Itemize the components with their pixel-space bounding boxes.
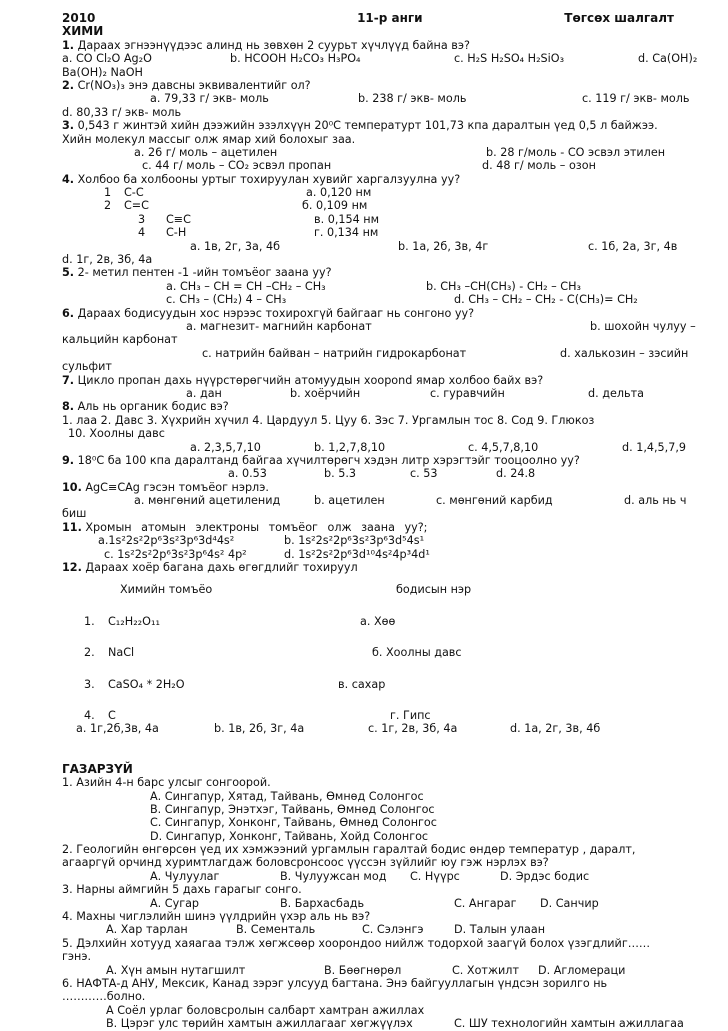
q3-option-d: d. 48 г/ моль – озон [482, 159, 596, 173]
geo-q4-option-c: С. Сэлэнгэ [362, 923, 424, 937]
q4-options [62, 240, 702, 253]
q1-option-d-cont: Ba(OH)₂ NaOH [62, 65, 143, 79]
q10-option-d: d. аль нь ч [624, 494, 687, 508]
q11-option-a: a.1s²2s²2p⁶3s²3p⁶3d⁴4s² [98, 534, 235, 548]
q2-option-c: c. 119 г/ экв- моль [582, 92, 690, 106]
q7-option-b: b. хоёрчийн [290, 386, 361, 400]
q11-question: 11. Хромын атомын электроны томъёог олж заана уу?; [62, 520, 428, 534]
q11-options-ab [62, 534, 702, 547]
q5-option-a: a. CH₃ – CH = CH –CH₂ – CH₃ [166, 279, 326, 293]
q4-row: 4 C-H г. 0,134 нм [138, 226, 379, 240]
exam-page [62, 12, 702, 1031]
q12-row: 3. CaSO₄ * 2H₂O в. сахар [84, 677, 386, 691]
q10-option-b: b. ацетилен [314, 494, 385, 508]
q5-options-cd [62, 293, 702, 306]
q3-options-ab [62, 146, 702, 159]
geo-q2-option-d: D. Эрдэс бодис [500, 869, 590, 883]
geo-q2-option-b: В. Чулуужсан мод [280, 869, 387, 883]
q8-options [62, 441, 702, 454]
geo-q3-question: 3. Нарны аймгийн 5 дахь гарагыг сонго. [62, 883, 302, 897]
q8-option-a: a. 2,3,5,7,10 [190, 440, 261, 454]
q12-col2-header: бодисын нэр [396, 583, 472, 597]
geo-q6-options-bc [62, 1017, 702, 1030]
q12-options [62, 722, 702, 735]
chem-section-title: ХИМИ [62, 24, 104, 39]
geo-q4-option-d: D. Талын улаан [454, 923, 546, 937]
q10-option-a: a. мөнгөний ацетиленид [134, 494, 281, 508]
geo-q3-option-d: D. Санчир [540, 896, 599, 910]
q6-option-c: c. натрийн байван – натрийн гидрокарбонат [202, 346, 467, 360]
q3-option-b: b. 28 г/моль - CO эсвэл этилен [486, 145, 666, 159]
q6-option-a: a. магнезит- магнийн карбонат [186, 319, 372, 333]
q11-options-cd [62, 548, 702, 561]
geo-q2-option-a: А. Чулуулаг [150, 869, 220, 883]
geo-q3-option-c: С. Ангараг [454, 896, 517, 910]
q8-list-cont: 10. Хоолны давс [68, 427, 165, 441]
q2-question: 2. Cr(NO₃)₃ энэ давсны эквивалентийг ол? [62, 78, 311, 92]
geo-q5-option-c: С. Хотжилт [452, 963, 519, 977]
q4-option-c: c. 1б, 2a, 3г, 4в [588, 239, 678, 253]
q8-list: 1. лаа 2. Давс 3. Хүхрийн хүчил 4. Цардуул 5. Цуу 6. Зэс 7. Ургамлын тос 8. Сод 9. Глюкоз [62, 413, 595, 427]
q6-option-d-cont: сульфит [62, 360, 112, 374]
geo-q2-options [62, 870, 702, 883]
geo-q6-option-c: С. ШУ технологийн хамтын ажиллагаа [454, 1017, 684, 1031]
q5-option-d: d. CH₃ – CH₂ – CH₂ - C(CH₃)= CH₂ [454, 293, 638, 307]
q3-question-cont: Хийн молекул массыг олж ямар хий болохыг заа. [62, 132, 356, 146]
q9-options [62, 467, 702, 480]
q5-options-ab [62, 280, 702, 293]
q9-option-b: b. 5.3 [324, 467, 357, 481]
geo-q3-options [62, 897, 702, 910]
geo-q3-option-a: А. Сугар [150, 896, 200, 910]
q4-option-b: b. 1a, 2б, 3в, 4г [398, 239, 489, 253]
q12-row: 2. NaCl б. Хоолны давс [84, 646, 462, 660]
q5-option-b: b. CH₃ –CH(CH₃) - CH₂ – CH₃ [426, 279, 582, 293]
q7-options [62, 387, 702, 400]
q9-option-c: c. 53 [410, 467, 438, 481]
q8-question: 8. Аль нь органик бодис вэ? [62, 400, 229, 414]
q1-question: 1. Дараах эгнээнүүдээс алинд нь зөвхөн 2 суурьт хүчлүүд байна вэ? [62, 38, 470, 52]
q4-row: 3 C≡C в. 0,154 нм [138, 212, 380, 226]
geo-q1-option-a: А. Сингапур, Хятад, Тайвань, Өмнөд Солонгос [150, 789, 424, 803]
geo-q1-option-b: В. Сингапур, Энэтхэг, Тайвань, Өмнөд Солонгос [150, 802, 435, 816]
q12-headers [62, 583, 702, 596]
q6-option-b-cont: кальцийн карбонат [62, 333, 178, 347]
q12-option-a: a. 1г,2б,3в, 4a [76, 722, 159, 736]
geo-q5-options [62, 964, 702, 977]
q12-question: 12. Дараах хоёр багана дахь өгөгдлийг тохируул [62, 561, 358, 575]
geo-q3-option-b: В. Бархасбадь [280, 896, 365, 910]
geo-q4-option-a: А. Хар тарлан [106, 923, 188, 937]
header-grade: 11-р анги [357, 11, 423, 25]
q11-option-d: d. 1s²2s²2p⁶3d¹⁰4s²4p³4d¹ [284, 547, 430, 561]
q8-option-b: b. 1,2,7,8,10 [314, 440, 386, 454]
q8-option-d: d. 1,4,5,7,9 [622, 440, 687, 454]
q10-options [62, 494, 702, 507]
q3-option-a: a. 26 г/ моль – ацетилен [134, 145, 278, 159]
q1-option-c: c. H₂S H₂SO₄ H₂SiO₃ [454, 52, 565, 66]
page-header [62, 12, 702, 25]
geo-q4-option-b: В. Сементаль [236, 923, 316, 937]
q4-option-a: a. 1в, 2г, 3a, 4б [190, 239, 281, 253]
geo-q2-question: 2. Геологийн өнгөрсөн үед их хэмжээний ургамлын гаралтай бодис өндөр температур , даралт, [62, 843, 636, 857]
q4-row: 2 C=C б. 0,109 нм [104, 199, 368, 213]
q6-question: 6. Дараах бодисуудын хос нэрээс тохирохгүй байгааг нь сонгоно уу? [62, 306, 475, 320]
geo-q5-option-b: В. Бөөгнөрөл [324, 963, 402, 977]
q3-question: 3. 0,543 г жинтэй хийн дээжийн эзэлхүүн 20⁰С температурт 101,73 кпа даралтын үед 0,5 л байжээ. [62, 119, 658, 133]
q12-row: 4. C г. Гипс [84, 708, 431, 722]
q4-row: 1 C-C a. 0,120 нм [104, 186, 372, 200]
q10-option-c: c. мөнгөний карбид [436, 494, 553, 508]
geo-q6-question-cont: …………болно. [62, 990, 146, 1004]
q12-option-d: d. 1a, 2г, 3в, 4б [510, 722, 601, 736]
q2-option-b: b. 238 г/ экв- моль [358, 92, 467, 106]
q12-option-b: b. 1в, 2б, 3г, 4a [214, 722, 305, 736]
geo-q5-question: 5. Дэлхийн хотууд хаяагаа тэлж хөгжсөөр хоорондоо нийлж тодорхой заагүй болох үзэгдлийг…… [62, 936, 651, 950]
geo-q5-option-d: D. Агломераци [538, 963, 626, 977]
q6-options-cd [62, 347, 702, 360]
q10-question: 10. AgC≡CAg гэсэн томъёог нэрлэ. [62, 480, 269, 494]
geo-q1-question: 1. Азийн 4-н барс улсыг сонгоорой. [62, 776, 271, 790]
q7-question: 7. Цикло пропан дахь нүүрстөрөгчийн атомуудын хоорond ямар холбоо байх вэ? [62, 373, 544, 387]
q10-option-d-cont: биш [62, 507, 87, 521]
q11-option-c: c. 1s²2s²2p⁶3s²3p⁶4s² 4p² [104, 547, 247, 561]
geo-q6-question: 6. НАФТА-д АНУ, Мексик, Канад зэрэг улсууд багтана. Энэ байгууллагын үндсэн зорилго нь [62, 977, 608, 990]
q1-option-b: b. HCOOH H₂CO₃ H₃PO₄ [230, 52, 361, 66]
q4-option-d: d. 1г, 2в, 3б, 4a [62, 253, 153, 267]
q11-option-b: b. 1s²2s²2p⁶3s²3p⁶3d⁵4s¹ [284, 534, 425, 548]
q7-option-c: c. гуравчийн [430, 386, 505, 400]
geo-q4-question: 4. Махны чиглэлийн шинэ үүлдрийн үхэр аль нь вэ? [62, 910, 371, 924]
q9-question: 9. 18⁰С ба 100 кпа даралтанд байгаа хүчилтөрөгч хэдэн литр хэрэгтэйг тооцоолно уу? [62, 453, 580, 467]
geo-section-title: ГАЗАРЗҮЙ [62, 761, 133, 776]
geo-q4-options [62, 923, 702, 936]
q1-option-a: a. CO Cl₂O Ag₂O [62, 52, 152, 66]
geo-q2-option-c: С. Нүүрс [410, 869, 460, 883]
q5-question: 5. 2- метил пентен -1 -ийн томъёог заана уу? [62, 266, 332, 280]
q6-options-ab [62, 320, 702, 333]
geo-q1-option-d: D. Сингапур, Хонконг, Тайвань, Хойд Солонгос [150, 829, 429, 843]
geo-q2-question-cont: агааргүй орчинд хуримтлагдаж боловсронсоос үүссэн зүйлийг юу гэж нэрлэх вэ? [62, 856, 549, 870]
q2-option-a: a. 79,33 г/ экв- моль [150, 92, 269, 106]
q5-option-c: c. CH₃ – (CH₂) 4 – CH₃ [166, 293, 287, 307]
q3-option-c: c. 44 г/ моль – CO₂ эсвэл пропан [142, 159, 332, 173]
geo-q6-option-a: А Соёл урлаг боловсролын салбарт хамтран ажиллах [106, 1003, 425, 1017]
q12-col1-header: Химийн томъёо [120, 583, 213, 597]
header-year: 2010 [62, 11, 96, 25]
geo-q1-option-c: С. Сингапур, Хонконг, Тайвань, Өмнөд Солонгос [150, 816, 437, 830]
q2-option-d: d. 80,33 г/ экв- моль [62, 105, 182, 119]
q9-option-a: a. 0.53 [228, 467, 267, 481]
geo-q6-option-b: В. Цэрэг улс төрийн хамтын ажиллагааг хөгжүүлэх [106, 1017, 413, 1031]
q7-option-d: d. дельта [588, 386, 644, 400]
q3-options-cd [62, 159, 702, 172]
q8-option-c: c. 4,5,7,8,10 [468, 440, 539, 454]
q7-option-a: a. дан [186, 386, 222, 400]
header-test: Төгсөх шалгалт [564, 11, 674, 25]
q4-question: 4. Холбоо ба холбооны уртыг тохируулан хувийг харгалзуулна уу? [62, 172, 461, 186]
q1-option-d: d. Ca(OH)₂ [638, 52, 698, 66]
q6-option-b: b. шохойн чулуу – [590, 319, 696, 333]
q12-option-c: c. 1г, 2в, 3б, 4a [368, 722, 458, 736]
geo-q5-question-cont: гэнэ. [62, 950, 92, 964]
q2-options [62, 92, 702, 105]
q12-row: 1. C₁₂H₂₂O₁₁ a. Хөө [84, 614, 396, 628]
q1-options [62, 52, 702, 65]
q6-option-d: d. халькозин – зэсийн [560, 346, 689, 360]
q9-option-d: d. 24.8 [496, 467, 536, 481]
geo-q5-option-a: А. Хүн амын нутагшилт [106, 963, 246, 977]
